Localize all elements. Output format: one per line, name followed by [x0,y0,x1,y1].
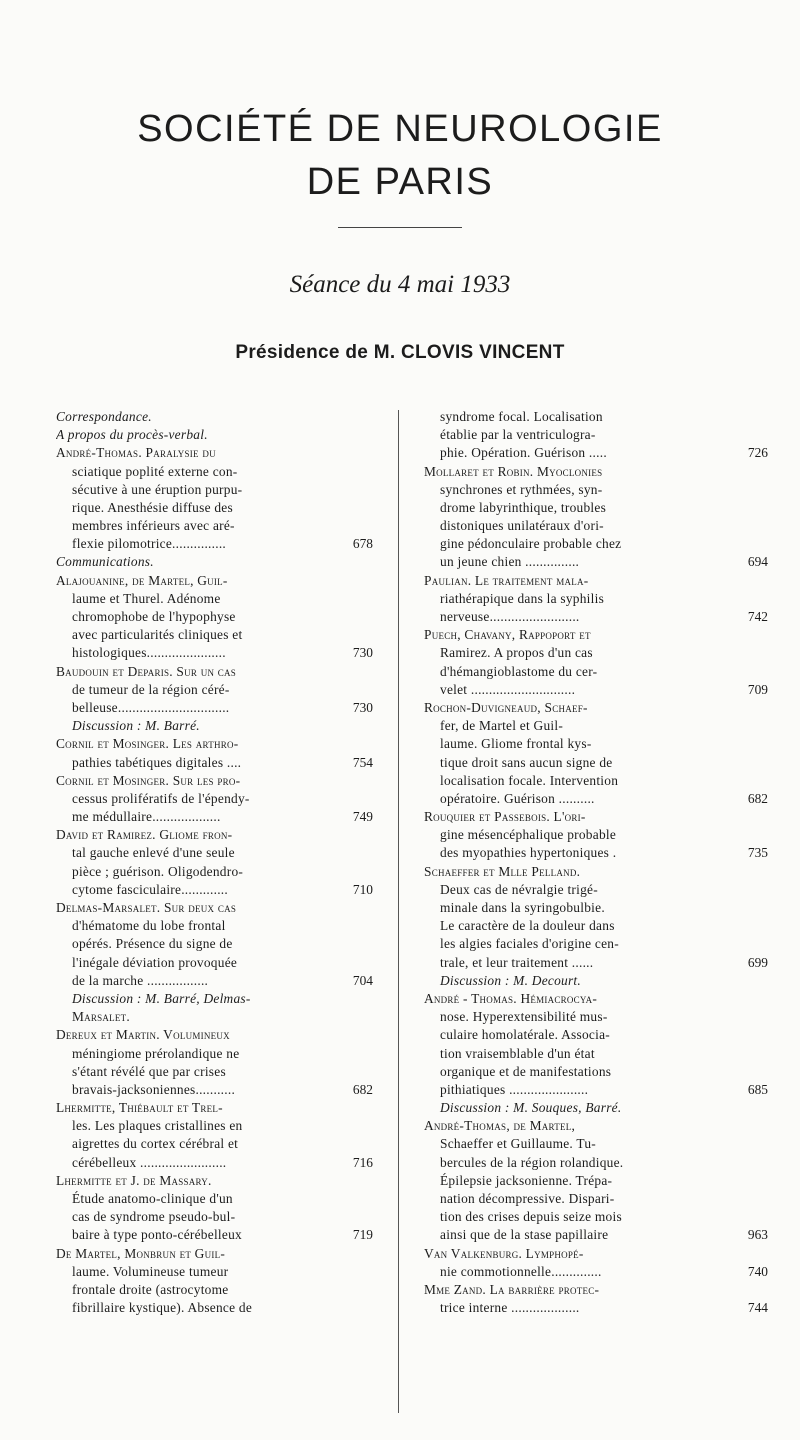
toc-line-text: belleuse............................... [72,699,230,715]
toc-line [424,863,768,881]
toc-line-text: Épilepsie jacksonienne. Trépa- [440,1172,613,1188]
toc-line-text: A propos du procès-verbal. [56,427,208,443]
toc-line [56,808,373,826]
toc-line-text: synchrones et rythmées, syn- [440,481,603,497]
toc-line-text: Baudouin et Deparis. Sur un cas [56,663,237,679]
toc-line-text: baire à type ponto-cérébelleux [72,1227,242,1243]
page-number: 735 [747,845,768,861]
toc-line-text: Discussion : M. Barré, Delmas- [72,990,251,1006]
toc-line [424,699,768,717]
toc-line-text: des myopathies hypertoniques . [440,845,617,861]
toc-line [56,535,373,553]
toc-line-text: avec particularités cliniques et [72,627,243,643]
toc-line [424,1136,768,1154]
page-number: 730 [352,645,373,661]
toc-line-text: fibrillaire kystique). Absence de [72,1300,253,1316]
toc-line-text: cérébelleux ........................ [72,1154,227,1170]
toc-line [56,863,373,881]
toc-line-text: Puech, Chavany, Rappoport et [424,627,591,643]
toc-line-text: laume et Thurel. Adénome [72,590,221,606]
page-number: 730 [352,699,373,715]
toc-line-text: l'inégale déviation provoquée [72,954,238,970]
toc-line [56,699,373,717]
toc-line [56,426,373,444]
toc-line [424,1026,768,1044]
toc-line [56,826,373,844]
toc-line [56,1081,373,1099]
toc-line [56,990,373,1008]
toc-line-text: Van Valkenburg. Lymphopé- [424,1245,584,1261]
page-number: 726 [747,445,768,461]
toc-line-text: pathies tabétiques digitales .... [72,754,242,770]
toc-line-text: Rouquier et Passebois. L'ori- [424,809,586,825]
toc-line-text: Deux cas de névralgie trigé- [440,881,598,897]
toc-line [56,1117,373,1135]
contents-left-column [56,408,373,1317]
toc-line-text: chromophobe de l'hypophyse [72,609,236,625]
toc-line [424,972,768,990]
toc-line-text: David et Ramirez. Gliome fron- [56,827,233,843]
toc-line-text: bercules de la région rolandique. [440,1154,624,1170]
toc-line-text: flexie pilomotrice............... [72,536,227,552]
toc-line [424,554,768,572]
journal-title-line2: DE PARIS [306,161,494,203]
toc-line [424,1299,768,1317]
toc-line-text: culaire homolatérale. Associa- [440,1027,610,1043]
toc-line-text: tal gauche enlevé d'une seule [72,845,235,861]
toc-line [424,1263,768,1281]
page-number: 685 [747,1081,768,1097]
toc-line-text: laume. Volumineuse tumeur [72,1263,229,1279]
journal-title: SOCIÉTÉ DE NEUROLOGIE [137,108,663,150]
toc-line [56,663,373,681]
page-number: 719 [352,1227,373,1243]
page-number: 694 [747,554,768,570]
page-number: 716 [352,1154,373,1170]
page-number: 742 [747,609,768,625]
toc-line [424,1154,768,1172]
toc-line-text: cessus prolifératifs de l'épendy- [72,790,250,806]
toc-line-text: Schaeffer et Guillaume. Tu- [440,1136,597,1152]
toc-line-text: de la marche ................. [72,972,209,988]
toc-line [424,735,768,753]
toc-line-text: aigrettes du cortex cérébral et [72,1136,239,1152]
toc-line-text: Paulian. Le traitement mala- [424,572,589,588]
toc-line-text: Rochon-Duvigneaud, Schaef- [424,699,588,715]
page-number: 963 [747,1227,768,1243]
toc-line [424,754,768,772]
toc-line-text: méningiome prérolandique ne [72,1045,240,1061]
toc-line [56,681,373,699]
toc-line [424,826,768,844]
toc-line [56,1063,373,1081]
toc-line [424,590,768,608]
session-date: Séance du 4 mai 1933 [289,271,511,298]
toc-line [424,681,768,699]
toc-line [56,626,373,644]
toc-line [56,1245,373,1263]
toc-line-text: gine mésencéphalique probable [440,827,617,843]
toc-line [424,517,768,535]
toc-line [56,972,373,990]
presidency: Présidence de M. CLOVIS VINCENT [235,342,565,363]
toc-line-text: frontale droite (astrocytome [72,1281,229,1297]
toc-line [56,463,373,481]
column-divider [398,410,399,1413]
toc-line-text: opérés. Présence du signe de [72,936,233,952]
toc-line [56,717,373,735]
toc-line-text: Delmas-Marsalet. Sur deux cas [56,900,237,916]
toc-line-text: Discussion : M. Souques, Barré. [440,1100,622,1116]
page-number: 678 [352,536,373,552]
toc-line-text: ainsi que de la stase papillaire [440,1227,609,1243]
toc-line-text: nie commotionnelle.............. [440,1263,602,1279]
toc-line-text: localisation focale. Intervention [440,772,619,788]
toc-line-text: fer, de Martel et Guil- [440,718,564,734]
toc-line [56,790,373,808]
toc-line [56,572,373,590]
toc-line-text: d'hémangioblastome du cer- [440,663,598,679]
toc-line-text: phie. Opération. Guérison ..... [440,445,607,461]
toc-line-text: un jeune chien ............... [440,554,580,570]
toc-line-text: rique. Anesthésie diffuse des [72,499,233,515]
toc-line [424,845,768,863]
toc-line [424,1226,768,1244]
toc-line-text: Mme Zand. La barrière protec- [424,1281,600,1297]
toc-line [424,990,768,1008]
toc-line-text: Marsalet. [72,1009,131,1025]
toc-line-text: Alajouanine, de Martel, Guil- [56,572,228,588]
toc-line [56,1263,373,1281]
toc-line [424,772,768,790]
toc-line [56,481,373,499]
toc-line [424,1099,768,1117]
toc-line [424,663,768,681]
toc-line-text: Le caractère de la douleur dans [440,918,615,934]
toc-line-text: Communications. [56,554,154,570]
toc-line-text: trale, et leur traitement ...... [440,954,594,970]
toc-line [56,408,373,426]
toc-line-text: s'étant révélé que par crises [72,1063,226,1079]
toc-line-text: Cornil et Mosinger. Sur les pro- [56,772,241,788]
toc-line [424,572,768,590]
toc-line [424,463,768,481]
toc-line [424,1063,768,1081]
toc-line [424,935,768,953]
toc-line [56,1281,373,1299]
toc-line-text: Schaeffer et Mlle Pelland. [424,863,581,879]
toc-line [424,499,768,517]
page-number: 754 [352,754,373,770]
toc-line-text: Mollaret et Robin. Myoclonies [424,463,603,479]
toc-line [424,1208,768,1226]
page-number: 709 [747,681,768,697]
toc-line [56,845,373,863]
toc-line [56,735,373,753]
toc-line [424,1281,768,1299]
toc-line-text: Cornil et Mosinger. Les arthro- [56,736,239,752]
toc-line [56,881,373,899]
toc-line [56,499,373,517]
toc-line-text: organique et de manifestations [440,1063,612,1079]
toc-line [56,608,373,626]
toc-line [56,444,373,462]
toc-line [424,408,768,426]
toc-line [424,808,768,826]
toc-line-text: les algies faciales d'origine cen- [440,936,619,952]
toc-line [424,444,768,462]
toc-line [56,590,373,608]
toc-line [424,1172,768,1190]
page-number: 744 [747,1300,768,1316]
toc-line-text: sécutive à une éruption purpu- [72,481,243,497]
toc-line [424,481,768,499]
toc-line-text: cas de syndrome pseudo-bul- [72,1209,236,1225]
toc-line [56,772,373,790]
toc-line [424,917,768,935]
page-number: 749 [352,809,373,825]
toc-line-text: Correspondance. [56,408,152,424]
toc-line-text: me médullaire................... [72,809,221,825]
toc-line [56,1136,373,1154]
toc-line-text: sciatique poplité externe con- [72,463,238,479]
toc-line [56,935,373,953]
toc-line [424,899,768,917]
toc-line [424,1245,768,1263]
toc-line-text: syndrome focal. Localisation [440,408,603,424]
toc-line [424,790,768,808]
toc-line [424,1008,768,1026]
toc-line [424,644,768,662]
toc-line [56,1026,373,1044]
toc-line-text: opératoire. Guérison .......... [440,790,595,806]
toc-line-text: Lhermitte et J. de Massary. [56,1172,212,1188]
contents-right-column [424,408,768,1317]
toc-line-text: riathérapique dans la syphilis [440,590,605,606]
toc-line-text: Ramirez. A propos d'un cas [440,645,593,661]
toc-line [424,626,768,644]
toc-line-text: nose. Hyperextensibilité mus- [440,1009,608,1025]
toc-line [424,1190,768,1208]
toc-line [56,954,373,972]
toc-line-text: membres inférieurs avec aré- [72,518,235,534]
toc-line-text: histologiques...................... [72,645,226,661]
toc-line [56,899,373,917]
toc-line [424,608,768,626]
toc-line [56,1299,373,1317]
toc-line [56,917,373,935]
toc-line [424,881,768,899]
toc-line [56,644,373,662]
toc-line-text: Discussion : M. Decourt. [440,972,582,988]
toc-line [56,1208,373,1226]
toc-line-text: velet ............................. [440,681,576,697]
toc-line-text: Discussion : M. Barré. [72,718,200,734]
page-number: 682 [352,1081,373,1097]
toc-line-text: drome labyrinthique, troubles [440,499,607,515]
title-divider [338,227,462,228]
toc-line [56,517,373,535]
toc-line [56,754,373,772]
toc-line-text: pithiatiques ...................... [440,1081,589,1097]
toc-line-text: André-Thomas. Paralysie du [56,445,216,461]
toc-line [424,426,768,444]
toc-line-text: les. Les plaques cristallines en [72,1118,243,1134]
toc-line [56,554,373,572]
toc-line [56,1099,373,1117]
toc-line-text: André - Thomas. Hémiacrocya- [424,990,598,1006]
toc-line-text: d'hématome du lobe frontal [72,918,226,934]
toc-line [56,1190,373,1208]
toc-line-text: pièce ; guérison. Oligodendro- [72,863,244,879]
toc-line-text: nerveuse......................... [440,609,580,625]
toc-line-text: Lhermitte, Thiébault et Trel- [56,1100,223,1116]
page-number: 704 [352,972,373,988]
toc-line [424,717,768,735]
toc-line [56,1172,373,1190]
toc-line-text: de tumeur de la région céré- [72,681,230,697]
toc-line-text: minale dans la syringobulbie. [440,900,605,916]
toc-line [424,954,768,972]
toc-line-text: tique droit sans aucun signe de [440,754,613,770]
toc-line [56,1226,373,1244]
toc-line-text: nation décompressive. Dispari- [440,1191,615,1207]
toc-line-text: bravais-jacksoniennes........... [72,1081,236,1097]
toc-line [424,1081,768,1099]
page-number: 682 [747,790,768,806]
toc-line-text: trice interne ................... [440,1300,580,1316]
toc-line-text: André-Thomas, de Martel, [424,1118,576,1134]
page-number: 710 [352,881,373,897]
toc-line-text: distoniques unilatéraux d'ori- [440,518,604,534]
toc-line-text: tion des crises depuis seize mois [440,1209,622,1225]
toc-line [424,1045,768,1063]
toc-line [56,1154,373,1172]
toc-line [56,1008,373,1026]
toc-line [424,1117,768,1135]
toc-line-text: Étude anatomo-clinique d'un [72,1191,233,1207]
toc-line [424,535,768,553]
toc-line-text: cytome fasciculaire............. [72,881,228,897]
toc-line [56,1045,373,1063]
page-number: 699 [747,954,768,970]
toc-line-text: laume. Gliome frontal kys- [440,736,592,752]
toc-line-text: Dereux et Martin. Volumineux [56,1027,230,1043]
page-number: 740 [747,1263,768,1279]
toc-line-text: établie par la ventriculogra- [440,427,596,443]
toc-line-text: De Martel, Monbrun et Guil- [56,1245,226,1261]
toc-line-text: tion vraisemblable d'un état [440,1045,595,1061]
toc-line-text: gine pédonculaire probable chez [440,536,622,552]
